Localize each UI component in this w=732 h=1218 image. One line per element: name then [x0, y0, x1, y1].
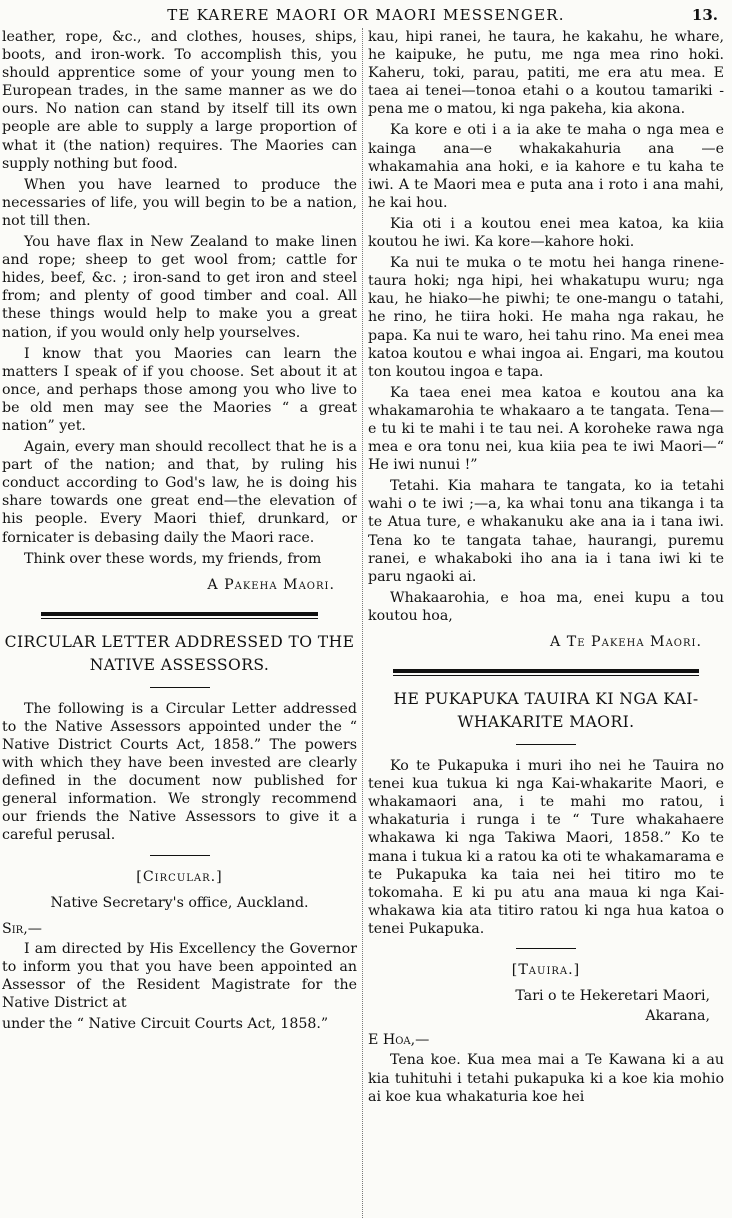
letter-paragraph: under the “ Native Circuit Courts Act, 1858.”	[2, 1016, 329, 1033]
short-rule	[516, 948, 576, 949]
circular-label: [Circular.]	[136, 868, 223, 885]
running-title: TE KARERE MAORI OR MAORI MESSENGER.	[167, 6, 565, 24]
salutation: E Hoa,—	[368, 1032, 430, 1049]
paragraph: Again, every man should recollect that he is a part of the nation; and that, by ruling his conduct according to God's law, he is doing his share towards one great end—the elevation of his people. Every Maori thief, drunkard, or fornicater is debasing daily the Maori race.	[2, 439, 357, 546]
paragraph: Ka kore e oti i a ia ake te maha o nga mea e kainga ana—e whakakahuria ana —e whakamahia ana hoki, e ia kahore e tu kaha te iwi. A te Maori mea e puta ana i roto i ana mahi, he kai hou.	[368, 122, 724, 211]
paragraph: When you have learned to produce the necessaries of life, you will begin to be a nation, not till then.	[2, 176, 357, 229]
paragraph: kau, hipi ranei, he taura, he kakahu, he whare, he kaipuke, he putu, me nga mea rino hoki. Kaheru, toki, parau, patiti, me era atu mea. E taea ai tenei—tonoa etahi o a koutou tamariki - pena me o matou, ki nga pakeha, kia akona.	[368, 29, 724, 118]
signature: A Te Pakeha Maori.	[550, 634, 702, 650]
paragraph: Tetahi. Kia mahara te tangata, ko ia tetahi wahi o te iwi ;—a, ka whai tonu ana tikanga i ta te Atua ture, e whakanuku ake ana ia i tana iwi. Tena ko te tangata tahae, haurangi, puremu ranei, e whakaboki iho ana ia i tana iwi ki te paru ngaoki ai.	[368, 478, 724, 585]
letter-paragraph: Tena koe. Kua mea mai a Te Kawana ki a au kia tuhituhi i tetahi pukapuka ki a koe kia mohio ai koe kua whakaturia koe hei	[368, 1052, 724, 1105]
tauira-label: [Tauira.]	[511, 962, 581, 979]
section-rule	[41, 612, 318, 619]
salutation: Sir,—	[2, 920, 42, 937]
office-line: Native Secretary's office, Auckland.	[50, 894, 309, 911]
office-line: Tari o te Hekeretari Maori,	[515, 988, 710, 1005]
short-rule	[150, 687, 210, 688]
article-heading: CIRCULAR LETTER ADDRESSED TO THE NATIVE ASSESSORS.	[4, 632, 355, 674]
article-heading: HE PUKAPUKA TAUIRA KI NGA KAI-WHAKARITE MAORI.	[393, 690, 699, 732]
running-header	[0, 4, 732, 26]
intro-paragraph: Ko te Pukapuka i muri iho nei he Tauira no tenei kua tukua ki nga Kai-whakarite Maori, e whakamaori ana, i te mahi mo ratou, i whakaturia i runga i te “ Ture whakahaere whakawa ki nga Takiwa Maori, 1858.” Ko te mana i tukua ki a ratou ka oti te whakamarama e te Pukapuka ka taia nei hei titiro mo te tokomaha. E ki pu atu ana maua ki nga Kai-whakawa kia ata titiro ratou ki nga hua katoa o tenei Pukapuka.	[368, 758, 724, 937]
intro-paragraph: The following is a Circular Letter addressed to the Native Assessors appointed under the “ Native District Courts Act, 1858.” The powers with which they have been invested are clearly defined in the document now published for general information. We strongly recommend our friends the Native Assessors to give it a careful perusal.	[2, 700, 357, 844]
short-rule	[516, 744, 576, 745]
paragraph: You have flax in New Zealand to make linen and rope; sheep to get wool from; cattle for hides, beef, &c. ; iron-sand to get iron and steel from; and plenty of good timber and coal. All these things would help to make you a great nation, if you would only help yourselves.	[2, 234, 357, 341]
letter-paragraph: I am directed by His Excellency the Governor to inform you that you have been appointed an Assessor of the Resident Magistrate for the Native District at	[2, 940, 357, 1012]
column-divider	[362, 28, 363, 1218]
paragraph: Whakaarohia, e hoa ma, enei kupu a tou koutou hoa,	[368, 589, 724, 624]
left-column	[2, 28, 357, 1218]
page-number: 13.	[691, 6, 718, 24]
right-column	[368, 28, 724, 1218]
paragraph: leather, rope, &c., and clothes, houses, ships, boots, and iron-work. To accomplish this, you should apprentice some of your young men to European trades, in the same manner as we do ours. No nation can stand by itself till its own people are able to supply a large proportion of what it (the nation) requires. The Maories can supply nothing but food.	[2, 29, 357, 172]
paragraph: Ka nui te muka o te motu hei hanga rinene-taura hoki; nga hipi, hei whakatupu wuru; nga kau, he hiako—he piwhi; te one-mangu o tatahi, he rino, he tiira hoki. He maha nga rakau, he papa. Ka nui te waro, hei tahu rino. Ma enei mea katoa koutou e whai ingoa ai. Engari, ma koutou ton koutou ingoa e tapa.	[368, 255, 724, 380]
office-line: Akarana,	[645, 1008, 710, 1025]
paragraph: Ka taea enei mea katoa e koutou ana ka whakamarohia te whakaaro a te tangata. Tena—e tu ki te mahi i te tau nei. A koroheke rawa nga mea e ora tonu nei, kua kiia pea te iwi Maori—“ He iwi nunui !”	[368, 384, 724, 474]
short-rule	[150, 855, 210, 856]
paragraph: I know that you Maories can learn the matters I speak of if you choose. Set about it at once, and perhaps those among you who live to be old men may see the Maories “ a great nation” yet.	[2, 345, 357, 434]
section-rule	[393, 669, 699, 676]
paragraph: Think over these words, my friends, from	[24, 550, 322, 567]
signature: A Pakeha Maori.	[207, 576, 335, 593]
paragraph: Kia oti i a koutou enei mea katoa, ka kiia koutou he iwi. Ka kore—kahore hoki.	[368, 215, 724, 251]
